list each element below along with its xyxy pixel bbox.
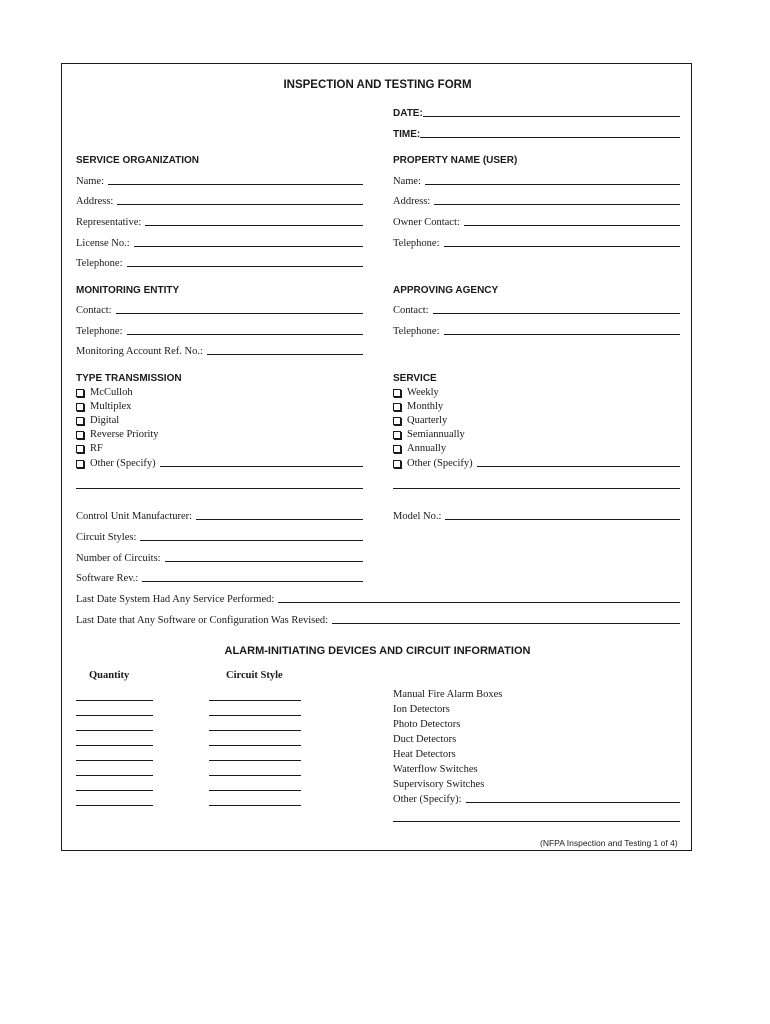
- transmission-option-mcculloh[interactable]: [76, 387, 133, 398]
- field-label: Software Rev.:: [76, 573, 139, 584]
- service-org-license-field[interactable]: [76, 238, 363, 249]
- checkbox[interactable]: [393, 445, 401, 453]
- approving-telephone-field[interactable]: [393, 326, 680, 337]
- circuit-style-column-header: Circuit Style: [226, 670, 283, 681]
- circuit-style-line[interactable]: [209, 730, 301, 731]
- model-number-field[interactable]: [393, 511, 680, 522]
- option-label: Digital: [90, 415, 120, 426]
- control-unit-manufacturer-field[interactable]: [76, 511, 363, 522]
- field-label: Model No.:: [393, 511, 442, 522]
- field-label: Telephone:: [76, 258, 123, 269]
- service-option-weekly[interactable]: [393, 387, 439, 398]
- last-software-revision-field[interactable]: [76, 615, 680, 626]
- option-label: RF: [90, 443, 103, 454]
- type-transmission-heading: TYPE TRANSMISSION: [76, 373, 182, 384]
- field-label: Address:: [76, 196, 114, 207]
- approving-contact-field[interactable]: [393, 305, 680, 316]
- monitoring-entity-heading: MONITORING ENTITY: [76, 285, 180, 296]
- checkbox[interactable]: [393, 460, 401, 468]
- device-other-line[interactable]: [393, 821, 680, 822]
- property-telephone-field[interactable]: [393, 238, 680, 249]
- field-label: Contact:: [76, 305, 112, 316]
- transmission-option-reverse-priority[interactable]: [76, 429, 159, 440]
- checkbox[interactable]: [393, 389, 401, 397]
- quantity-line[interactable]: [76, 775, 153, 776]
- field-label: Last Date System Had Any Service Performed:: [76, 594, 275, 605]
- service-org-telephone-field[interactable]: [76, 258, 363, 269]
- circuit-style-line[interactable]: [209, 805, 301, 806]
- service-heading: SERVICE: [393, 373, 437, 384]
- quantity-line[interactable]: [76, 730, 153, 731]
- service-option-quarterly[interactable]: [393, 415, 447, 426]
- quantity-line[interactable]: [76, 745, 153, 746]
- device-label-manual-fire-alarm-boxes: Manual Fire Alarm Boxes: [393, 689, 503, 700]
- service-org-address-field[interactable]: [76, 196, 363, 207]
- checkbox[interactable]: [76, 460, 84, 468]
- field-label: Address:: [393, 196, 431, 207]
- transmission-option-other[interactable]: [76, 458, 363, 469]
- form-title: INSPECTION AND TESTING FORM: [283, 79, 472, 91]
- option-label: Weekly: [407, 387, 439, 398]
- page-footer: (NFPA Inspection and Testing 1 of 4): [540, 838, 678, 848]
- field-label: Telephone:: [393, 326, 440, 337]
- transmission-option-rf[interactable]: [76, 443, 103, 454]
- device-label-heat-detectors: Heat Detectors: [393, 749, 456, 760]
- option-label: Monthly: [407, 401, 444, 412]
- number-of-circuits-field[interactable]: [76, 553, 363, 564]
- date-label: DATE:: [393, 108, 423, 119]
- field-label: Circuit Styles:: [76, 532, 137, 543]
- circuit-style-line[interactable]: [209, 790, 301, 791]
- field-label: Name:: [393, 176, 421, 187]
- option-label: Other (Specify): [90, 458, 156, 469]
- field-label: License No.:: [76, 238, 130, 249]
- quantity-line[interactable]: [76, 760, 153, 761]
- transmission-option-digital[interactable]: [76, 415, 119, 426]
- device-label-other: Other (Specify):: [393, 794, 462, 805]
- property-name-heading: PROPERTY NAME (USER): [393, 155, 518, 166]
- time-field[interactable]: [393, 129, 680, 140]
- device-other-field[interactable]: [393, 794, 680, 805]
- checkbox[interactable]: [76, 403, 84, 411]
- field-label: Contact:: [393, 305, 429, 316]
- option-label: Reverse Priority: [90, 429, 159, 440]
- property-address-field[interactable]: [393, 196, 680, 207]
- checkbox[interactable]: [76, 431, 84, 439]
- quantity-line[interactable]: [76, 805, 153, 806]
- checkbox[interactable]: [393, 403, 401, 411]
- field-label: Telephone:: [393, 238, 440, 249]
- option-label: Quarterly: [407, 415, 448, 426]
- option-label: Semiannually: [407, 429, 465, 440]
- software-rev-field[interactable]: [76, 573, 363, 584]
- option-label: Annually: [407, 443, 447, 454]
- checkbox[interactable]: [76, 389, 84, 397]
- checkbox[interactable]: [393, 417, 401, 425]
- field-label: Owner Contact:: [393, 217, 460, 228]
- checkbox[interactable]: [393, 431, 401, 439]
- last-service-date-field[interactable]: [76, 594, 680, 605]
- circuit-style-line[interactable]: [209, 715, 301, 716]
- field-label: Number of Circuits:: [76, 553, 161, 564]
- option-label: Multiplex: [90, 401, 132, 412]
- time-label: TIME:: [393, 129, 421, 140]
- quantity-line[interactable]: [76, 715, 153, 716]
- field-label: Name:: [76, 176, 104, 187]
- service-organization-heading: SERVICE ORGANIZATION: [76, 155, 199, 166]
- quantity-line[interactable]: [76, 790, 153, 791]
- field-label: Control Unit Manufacturer:: [76, 511, 193, 522]
- transmission-other-line[interactable]: [76, 488, 363, 489]
- circuit-style-line[interactable]: [209, 760, 301, 761]
- service-org-representative-field[interactable]: [76, 217, 363, 228]
- field-label: Representative:: [76, 217, 142, 228]
- service-option-other[interactable]: [393, 458, 680, 469]
- service-option-semiannually[interactable]: [393, 429, 465, 440]
- device-label-ion-detectors: Ion Detectors: [393, 704, 450, 715]
- option-label: Other (Specify): [407, 458, 473, 469]
- service-other-line[interactable]: [393, 488, 680, 489]
- quantity-line[interactable]: [76, 700, 153, 701]
- circuit-styles-field[interactable]: [76, 532, 363, 543]
- device-label-supervisory-switches: Supervisory Switches: [393, 779, 485, 790]
- service-option-annually[interactable]: [393, 443, 446, 454]
- device-label-duct-detectors: Duct Detectors: [393, 734, 457, 745]
- service-org-name-field[interactable]: [76, 176, 363, 187]
- monitoring-contact-field[interactable]: [76, 305, 363, 316]
- transmission-option-multiplex[interactable]: [76, 401, 131, 412]
- field-label: Last Date that Any Software or Configuration Was Revised:: [76, 615, 329, 626]
- field-label: Monitoring Account Ref. No.:: [76, 346, 203, 357]
- device-label-waterflow-switches: Waterflow Switches: [393, 764, 478, 775]
- circuit-style-line[interactable]: [209, 700, 301, 701]
- field-label: Telephone:: [76, 326, 123, 337]
- checkbox[interactable]: [76, 445, 84, 453]
- checkbox[interactable]: [76, 417, 84, 425]
- circuit-style-line[interactable]: [209, 745, 301, 746]
- property-owner-contact-field[interactable]: [393, 217, 680, 228]
- approving-agency-heading: APPROVING AGENCY: [393, 285, 499, 296]
- quantity-column-header: Quantity: [89, 670, 130, 681]
- service-option-monthly[interactable]: [393, 401, 443, 412]
- device-label-photo-detectors: Photo Detectors: [393, 719, 461, 730]
- property-name-field[interactable]: [393, 176, 680, 187]
- monitoring-telephone-field[interactable]: [76, 326, 363, 337]
- date-field[interactable]: [393, 108, 680, 119]
- monitoring-account-field[interactable]: [76, 346, 363, 357]
- option-label: McCulloh: [90, 387, 133, 398]
- alarm-devices-heading: ALARM-INITIATING DEVICES AND CIRCUIT INFORMATION: [224, 645, 531, 657]
- circuit-style-line[interactable]: [209, 775, 301, 776]
